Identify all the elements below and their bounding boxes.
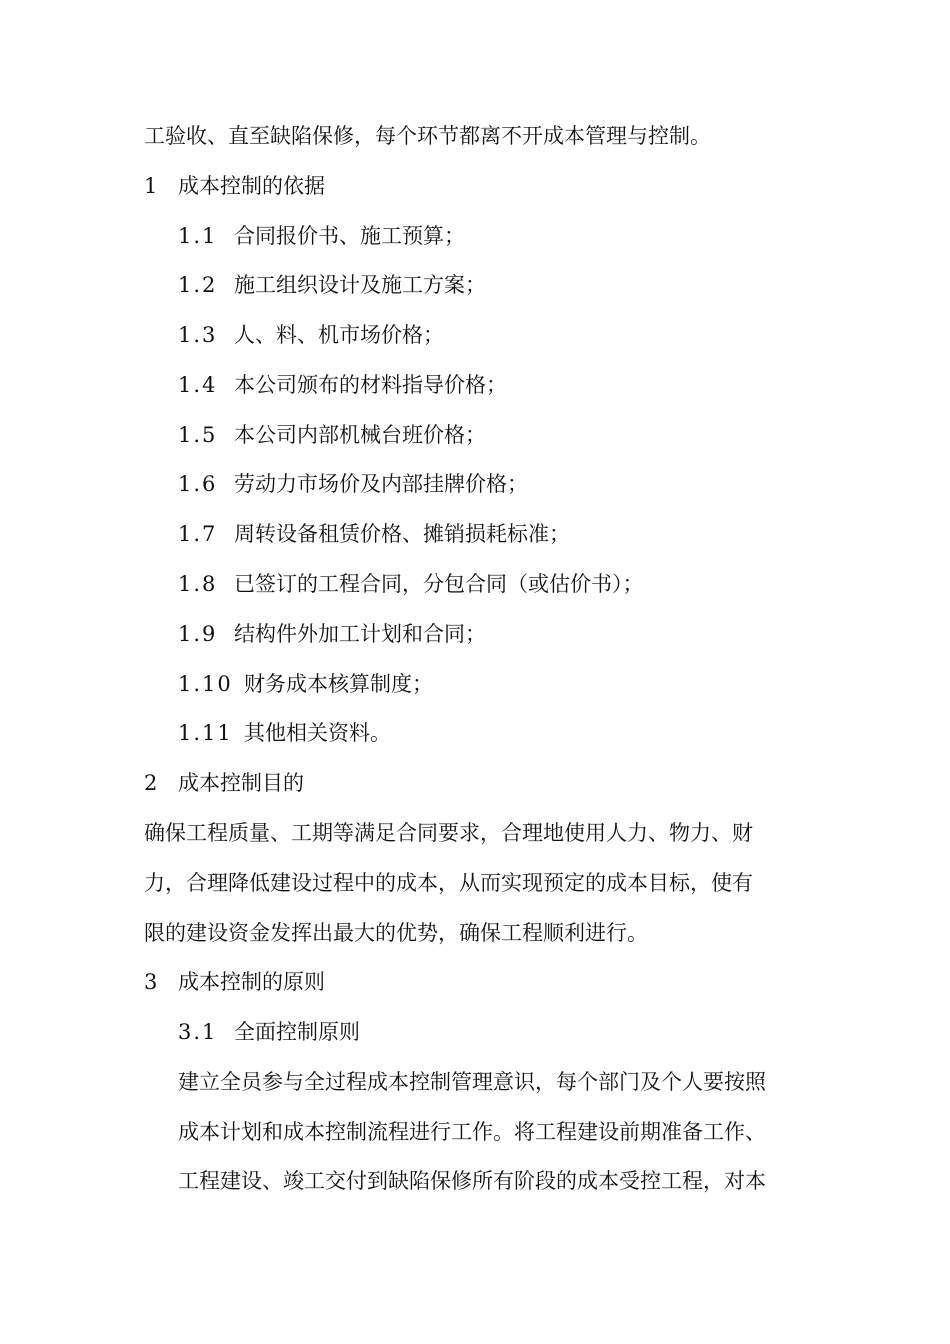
line-text: 成本计划和成本控制流程进行工作。将工程建设前期准备工作、 <box>178 1120 766 1144</box>
item-text: 人、料、机市场价格； <box>234 323 444 347</box>
item-text: 已签订的工程合同，分包合同（或估价书）； <box>234 572 644 596</box>
section-number: 1 <box>144 174 160 198</box>
list-item <box>178 270 486 300</box>
item-text: 施工组织设计及施工方案； <box>234 273 486 297</box>
item-text: 合同报价书、施工预算； <box>234 224 465 248</box>
line-text: 确保工程质量、工期等满足合同要求，合理地使用人力、物力、财 <box>144 821 753 845</box>
paragraph-line <box>178 1067 766 1097</box>
paragraph-line <box>178 1117 766 1147</box>
paragraph-line <box>144 918 648 948</box>
list-item <box>178 221 465 251</box>
section-title: 成本控制目的 <box>178 771 304 795</box>
section-title: 成本控制的原则 <box>178 970 325 994</box>
item-number: 3.1 <box>178 1020 218 1044</box>
item-text: 本公司颁布的材料指导价格； <box>234 373 507 397</box>
section-number: 3 <box>144 970 160 994</box>
paragraph-line <box>144 121 711 151</box>
item-number: 1.1 <box>178 224 218 248</box>
item-text: 其他相关资料。 <box>244 721 391 745</box>
item-number: 1.11 <box>178 721 233 745</box>
list-item <box>178 420 486 450</box>
list-item <box>178 619 486 649</box>
line-text: 工程建设、竣工交付到缺陷保修所有阶段的成本受控工程，对本 <box>178 1169 766 1193</box>
item-text: 结构件外加工计划和合同； <box>234 622 486 646</box>
item-text: 财务成本核算制度； <box>244 672 433 696</box>
item-text: 本公司内部机械台班价格； <box>234 423 486 447</box>
item-number: 1.5 <box>178 423 218 447</box>
item-text: 劳动力市场价及内部挂牌价格； <box>234 472 528 496</box>
list-item <box>178 569 644 599</box>
section-number: 2 <box>144 771 160 795</box>
item-number: 1.10 <box>178 672 233 696</box>
paragraph-line <box>144 818 753 848</box>
line-text: 力，合理降低建设过程中的成本，从而实现预定的成本目标，使有 <box>144 871 753 895</box>
paragraph-line <box>178 1166 766 1196</box>
list-item <box>178 519 570 549</box>
paragraph-line <box>144 868 753 898</box>
item-number: 1.2 <box>178 273 218 297</box>
list-item <box>178 669 433 699</box>
list-item <box>178 718 391 748</box>
list-item <box>178 370 507 400</box>
item-number: 1.8 <box>178 572 218 596</box>
list-item <box>178 469 528 499</box>
item-number: 1.7 <box>178 522 218 546</box>
section-heading-3 <box>144 967 325 997</box>
line-text: 工验收、直至缺陷保修，每个环节都离不开成本管理与控制。 <box>144 124 711 148</box>
list-item <box>178 320 444 350</box>
item-number: 1.4 <box>178 373 218 397</box>
item-number: 1.9 <box>178 622 218 646</box>
item-text: 全面控制原则 <box>234 1020 360 1044</box>
item-number: 1.3 <box>178 323 218 347</box>
line-text: 限的建设资金发挥出最大的优势，确保工程顺利进行。 <box>144 921 648 945</box>
section-title: 成本控制的依据 <box>178 174 325 198</box>
section-heading-2 <box>144 768 304 798</box>
line-text: 建立全员参与全过程成本控制管理意识，每个部门及个人要按照 <box>178 1070 766 1094</box>
section-heading-1 <box>144 171 325 201</box>
item-number: 1.6 <box>178 472 218 496</box>
item-text: 周转设备租赁价格、摊销损耗标准； <box>234 522 570 546</box>
subsection-heading <box>178 1017 360 1047</box>
